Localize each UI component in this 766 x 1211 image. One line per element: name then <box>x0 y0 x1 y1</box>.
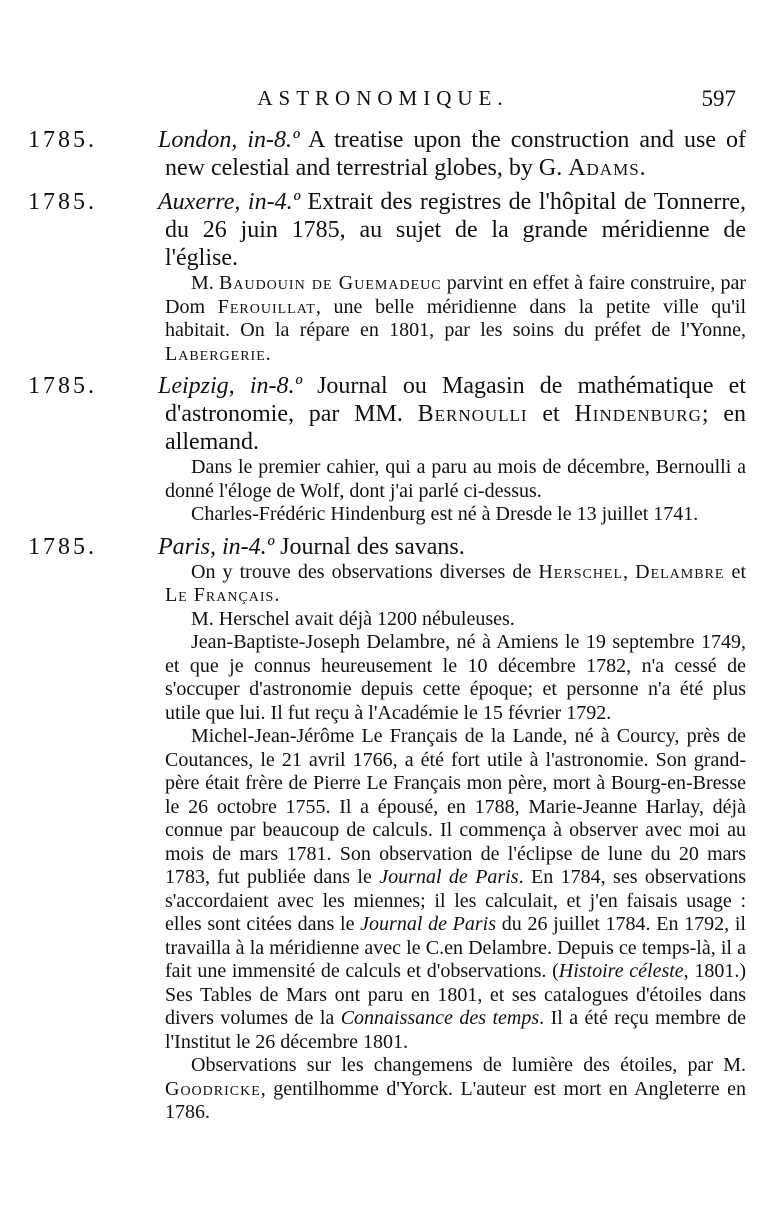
note-text: , <box>623 560 636 583</box>
note-text: et <box>724 560 746 583</box>
journal-title: Histoire céleste <box>558 960 684 982</box>
entry-note: Charles-Frédéric Hindenburg est né à Dresde le 13 juillet 1741. <box>191 503 699 525</box>
note-text: Michel-Jean-Jérôme Le Français de la Lande, né à Courcy, près de Coutances, le 21 avril 1766, a été fort utile à l'astronomie. Son grand-père était frère de Pierre Le Français mon père, mort à Bourg-en-Bresse le 26 octobre 1755. Il a épousé, en 1788, Marie-Jeanne Harlay, déjà connue par beaucoup de calculs. Il commença à observer avec moi au mois de mars 1781. Son observation de l'éclipse de lune du 20 mars 1783, fut publiée dans le <box>165 725 746 888</box>
entry-auxerre <box>28 188 746 366</box>
entry-place: Leipzig, in-8.º <box>158 373 302 399</box>
note-text: parvint en effet à faire construire, par Dom <box>165 272 746 318</box>
entry-paris <box>28 533 746 1125</box>
entry-london <box>28 126 746 182</box>
entry-tail: ; en allemand. <box>165 401 746 455</box>
entry-note: Jean-Baptiste-Joseph Delambre, né à Amiens le 19 septembre 1749, et que je connus heureusement le 10 décembre 1782, n'a cessé de s'occuper d'astronomie depuis cette époque; et personne n'a été plus utile que lui. Il fut reçu à l'Académie le 15 février 1792. <box>165 631 746 724</box>
entry-leipzig <box>28 372 746 527</box>
entry-title: Extrait des registres de l'hôpital de Tonnerre, du 26 juin 1785, au sujet de la grande méridienne de l'église. <box>165 189 747 271</box>
note-text: , 1801.) Ses Tables de Mars ont paru en 1801, et ses catalogues d'étoiles dans divers volumes de la <box>165 960 747 1029</box>
note-text: On y trouve des observations diverses de <box>191 560 539 583</box>
running-title: ASTRONOMIQUE. <box>257 86 509 110</box>
entry-note <box>165 272 746 366</box>
person-name: Labergerie <box>165 342 266 365</box>
entry-author: Adams <box>568 155 640 181</box>
note-text: . En 1784, ses observations s'accordaient avec les miennes; il les calculait, et j'en faisais usage : elles sont citées dans le <box>165 866 746 935</box>
note-text: du 26 juillet 1784. En 1792, il travailla à la méridienne avec le C.en Delambre. Depuis ce temps-là, il a fait une immensité de calculs et d'observations. ( <box>165 913 746 982</box>
note-text: , gentilhomme d'Yorck. L'auteur est mort en Angleterre en 1786. <box>165 1077 746 1123</box>
note-text: , une belle méridienne dans la petite ville qu'il habitait. On la répare en 1801, par les soins du préfet de l'Yonne, <box>165 295 746 341</box>
entry-heading <box>28 533 746 561</box>
entry-tail: . <box>639 155 646 181</box>
bibliography-entries <box>28 126 746 1131</box>
entry-note <box>165 1054 746 1125</box>
entry-year: 1785. <box>28 127 97 153</box>
entry-heading <box>28 188 746 272</box>
entry-heading <box>28 372 746 456</box>
page-header <box>0 86 766 114</box>
entry-heading <box>28 126 746 182</box>
person-name: Bernoulli <box>417 401 528 427</box>
person-name: Delambre <box>635 560 725 583</box>
person-name: Herschel <box>538 560 624 583</box>
entry-place: Auxerre, in-4.º <box>158 189 301 215</box>
note-text: . <box>265 342 271 365</box>
note-text: Observations sur les changemens de lumière des étoiles, par M. <box>191 1054 746 1076</box>
page-number: 597 <box>701 86 736 111</box>
journal-title: Journal de Paris <box>360 913 497 935</box>
entry-text: et <box>527 401 575 427</box>
entry-place: Paris, in-4.º <box>158 533 275 560</box>
journal-title: Journal de Paris <box>379 866 519 888</box>
note-text: . <box>274 584 280 606</box>
entry-title: A treatise upon the construction and use of new celestial and terrestrial globes, by G. <box>165 127 746 181</box>
person-name: Baudouin de Guemadeuc <box>219 272 442 294</box>
note-text: . Il a été reçu membre de l'Institut le 26 décembre 1801. <box>165 1007 746 1053</box>
person-name: Goodricke <box>165 1077 261 1100</box>
person-name: Hindenburg <box>574 401 702 427</box>
journal-title: Connaissance des temps <box>340 1007 540 1029</box>
entry-note <box>165 725 746 1054</box>
entry-year: 1785. <box>28 189 97 215</box>
entry-year: 1785. <box>28 533 97 560</box>
entry-note: M. Herschel avait déjà 1200 nébuleuses. <box>191 607 515 630</box>
entry-note <box>165 561 746 608</box>
entry-note: Dans le premier cahier, qui a paru au mois de décembre, Bernoulli a donné l'éloge de Wolf, dont j'ai parlé ci-dessus. <box>165 456 746 502</box>
person-name: Ferouillat <box>217 295 316 318</box>
person-name: Le Français <box>165 584 275 606</box>
entry-year: 1785. <box>28 373 97 399</box>
entry-place: London, in-8.º <box>158 127 300 153</box>
entry-title: Journal des savans. <box>280 533 465 560</box>
entry-title: Journal ou Magasin de mathématique et d'astronomie, par MM. <box>165 373 746 427</box>
note-text: M. <box>191 272 220 294</box>
